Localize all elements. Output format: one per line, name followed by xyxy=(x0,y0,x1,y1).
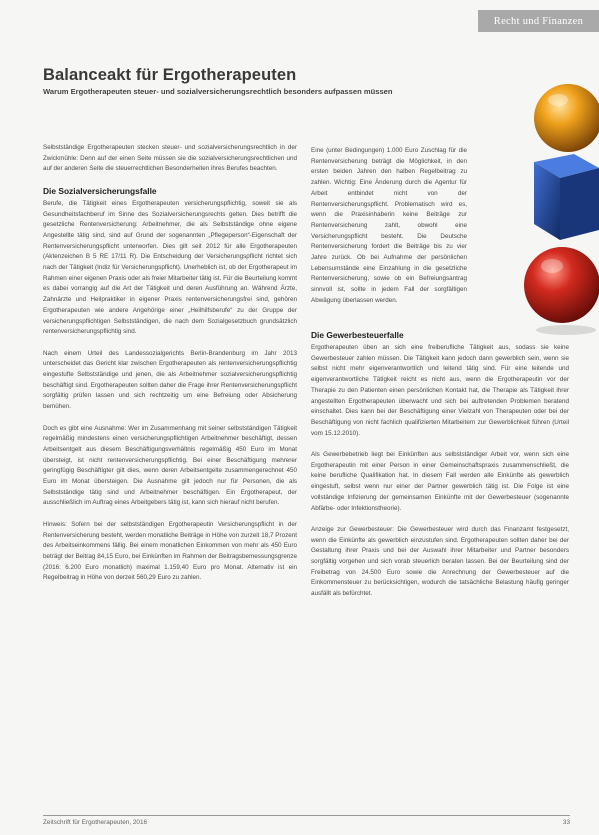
page-footer xyxy=(43,815,570,826)
article-subtitle: Warum Ergotherapeuten steuer- und sozialversicherungsrechtlich besonders aufpassen müssen xyxy=(43,87,393,96)
paragraph: Eine (unter Bedingungen) 1.000 Euro Zuschlag für die Rentenversicherung beträgt die Möglichkeit, in den ersten beiden Jahren den halben Regelbeitrag zu zahlen. Wichtig: Eine Änderung durch die Agentur für Arbeit entbindet nicht von der Rentenversicherungspflicht. Problematisch wird es, wenn die Praxisinhaberin keine Beiträge zur Rentenversicherung zahlt, obwohl eine Versicherungspflicht besteht. Die Deutsche Rentenversicherung fordert die Beiträge bis zu vier Jahre zurück. Ob bei Aufnahme der persönlichen Lebensumstände eine Einzahlung in die gesetzliche Rentenversicherung, sowie ob ein Befreiungsantrag sinnvoll ist, sollte in jedem Fall der sorgfältigen Abwägung überlassen werden. xyxy=(311,147,467,304)
right-column xyxy=(311,328,569,611)
paragraph: Nach einem Urteil des Landessozialgerichts Berlin-Brandenburg im Jahr 2013 unterscheidet das Gericht klar zwischen Ergotherapeuten als rentenversicherungspflichtig eingestufte Selbstständige und jenen, die als Arbeitnehmer sozialversicherungspflichtig beschäftigt sind. Ergotherapeuten sollten daher die Frage ihrer Rentenversicherungspflicht sorgfältig prüfen lassen und sich rechtzeitig um eine Befreiung oder Absicherung bemühen. xyxy=(43,349,297,411)
page-number: 33 xyxy=(562,819,570,826)
article-title: Balanceakt für Ergotherapeuten xyxy=(43,66,297,84)
blue-cube-side xyxy=(560,168,599,240)
heading-gewerbesteuerfalle: Die Gewerbesteuerfalle xyxy=(311,330,404,340)
footer-citation: Zeitschrift für Ergotherapeuten, 2016 xyxy=(43,819,148,826)
paragraph: Anzeige zur Gewerbesteuer: Die Gewerbesteuer wird durch das Finanzamt festgesetzt, wenn die Einkünfte als gewerblich einzustufen sind. Ergotherapeuten sollten daher bei der Gestaltung ihrer Praxis und bei der Auswahl ihrer Mitarbeiter und Partner besonders sorgfältig vorgehen und sich vorab steuerlich beraten lassen. Bei der Beurteilung sind der Freibetrag von 24.500 Euro sowie die Anrechnung der Gewerbesteuer auf die Einkommensteuer zu berücksichtigen, wodurch die tatsächliche Belastung häufig geringer ausfällt als befürchtet. xyxy=(311,525,569,598)
paragraph: Ergotherapeuten üben an sich eine freiberufliche Tätigkeit aus, sodass sie keine Gewerbesteuer zahlen müssen. Die Tätigkeit kann jedoch dann gewerblich sein, wenn sie selbst nicht mehr eigenverantwortlich und leitend tätig sind. Für eine leitende und eigenverantwortliche Tätigkeit reicht es nicht aus, wenn die Ergotherapeutin vor der Therapie zu den Patienten einen persönlichen Kontakt hat, die Therapie als Tätigkeit ihrer angestellten Ergotherapeuten überwacht und sich bei auftretenden Problemen beratend einschaltet. Dies kann bei der Beschäftigung einer Vielzahl von Therapeuten oder bei der Beschäftigung von nicht fachlich qualifizierten Mitarbeitern zur Gewerblichkeit führen (Urteil vom 15.12.2010). xyxy=(311,344,569,437)
heading-sozialversicherungsfalle: Die Sozialversicherungsfalle xyxy=(43,185,157,196)
red-sphere xyxy=(524,247,599,323)
left-column xyxy=(43,143,297,595)
intro-paragraph: Selbstständige Ergotherapeuten stecken steuer- und sozialversicherungsrechtlich in der Zwickmühle: Denn auf der einen Seite müssen sie die sozialversicherungsrechtlichen und auf der anderen Seite die steuerrechtlichen Besonderheiten ihres Berufes beachten. xyxy=(43,144,297,173)
right-column-top xyxy=(311,146,467,317)
orange-sphere xyxy=(534,84,599,152)
paragraph: Als Gewerbebetrieb liegt bei Einkünften aus selbstständiger Arbeit vor, wenn sich eine Ergotherapeutin mit einer Person in einer Gemeinschaftspraxis zusammenschließt, die keine berufliche Qualifikation hat. In diesem Fall werden alle Einkünfte als gewerblich eingestuft, selbst wenn nur einer der Partner gewerblich tätig ist. Die Folge ist eine vollständige Infizierung der gemeinsamen Einkünfte mit der Gewerbesteuer (sogenannte Abfärbe- oder Infektionstheorie). xyxy=(311,451,569,512)
paragraph: Doch es gibt eine Ausnahme: Wer im Zusammenhang mit seiner selbstständigen Tätigkeit regelmäßig mindestens einen versicherungspflichtigen Arbeitnehmer beschäftigt, dessen Arbeitsentgelt aus diesem Beschäftigungsverhältnis regelmäßig 450 Euro im Monat übersteigt, ist nicht rentenversicherungspflichtig. Bei einer Beschäftigung mehrerer geringfügig Beschäftigter gilt dies, wenn deren Arbeitsentgelte zusammengerechnet 450 Euro im Monat übersteigen. Die Ausnahme gilt jedoch nur für Personen, die als Selbstständige tätig sind und Arbeitnehmer beschäftigen. Ein Ergotherapeut, der ausschließlich im Auftrag eines Arbeitgebers tätig ist, kann sich hierauf nicht berufen. xyxy=(43,424,297,507)
section-tab: Recht und Finanzen xyxy=(478,10,599,32)
paragraph: Berufe, die Tätigkeit eines Ergotherapeuten versicherungspflichtig, soweit sie als Gesundheitsfachberuf im Sinne des Sozialversicherungsrechts gelten. Dies betrifft die gesetzliche Rentenversicherung: Arbeitnehmer, die als Selbstständige ohne eigene Angestellte tätig sind, sind auf Grund der sogenannten „Pflegeperson“-Eigenschaft der Rentenversicherungspflicht unterworfen. Dies gilt seit 2012 für alle Ergotherapeuten (Aktenzeichen B 5 RE 17/11 R). Die Entscheidung der Versicherungspflicht richtet sich nach der Tätigkeit (Indiz für Versicherungspflicht). Unerheblich ist, ob der Ergotherapeut im Rahmen einer eigenen Praxis oder als freier Mitarbeiter tätig ist. Für die Beurteilung kommt es dabei vorrangig auf die Art der Tätigkeit und deren Ausführung an. Während Ärzte, Zahnärzte und Heilpraktiker in eigener Praxis rentenversicherungsfrei sind, gehören Ergotherapeuten wie andere Angehörige einer „Heilhilfsberufe“ zu der Gruppe der versicherungspflichtigen Selbstständigen, die nach dem Sozialgesetzbuch grundsätzlich rentenversicherungspflichtig sind. xyxy=(43,199,297,336)
paragraph: Hinweis: Sofern bei der selbstständigen Ergotherapeutin Versicherungspflicht in der Rentenversicherung besteht, werden monatliche Beiträge in Höhe von zurzeit 18,7 Prozent des Arbeitseinkommens fällig. Bei einem monatlichen Einkommen von mehr als 450 Euro beträgt der Beitrag 84,15 Euro, bei Einkünften im Rahmen der Beitragsbemessungsgrenze (2016: 6.200 Euro monatlich) maximal 1.159,40 Euro pro Monat. Alternativ ist ein Regelbeitrag in Höhe von derzeit 560,29 Euro zu zahlen. xyxy=(43,520,297,582)
balance-illustration xyxy=(476,40,599,340)
